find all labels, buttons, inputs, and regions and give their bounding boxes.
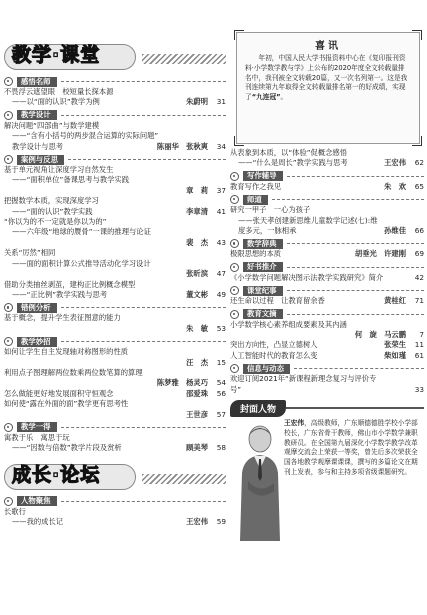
toc-entry[interactable] bbox=[4, 347, 226, 357]
section-dashed-rule bbox=[287, 290, 424, 291]
section-dashed-rule bbox=[287, 176, 424, 177]
entry-title: ——“正比例”教学实践与思考 bbox=[12, 289, 108, 299]
person-photo bbox=[230, 421, 288, 541]
frame-corner bbox=[412, 136, 422, 146]
banner-title bbox=[12, 460, 100, 487]
cover-person-bio-text: ，高级教师，广东顺德德胜学校小学部校长，广东省骨干教师，佛山市小学数学兼职教研员。在全国第九届深化小学数学教学改革观摩交流会上荣获一等奖，曾先后多次荣获全国各地教学观摩课课课，撰写的多篇论文在期刊上发表，参与和主持多项省级课题研究。 bbox=[284, 419, 418, 477]
section-dashed-rule bbox=[61, 501, 226, 502]
toc-entry[interactable] bbox=[230, 158, 424, 168]
entry-author: 朱 欢 bbox=[384, 181, 406, 191]
entry-title: 度多元，一脉相承 bbox=[238, 226, 297, 236]
section-dashed-rule bbox=[68, 159, 226, 160]
toc-entry[interactable] bbox=[230, 330, 424, 340]
entry-page: 59 bbox=[216, 517, 226, 527]
toc-entry[interactable] bbox=[4, 290, 226, 300]
entry-title: 借助分类抽丝剥茧，建构正比例概念模型 bbox=[4, 279, 136, 289]
toc-entry[interactable] bbox=[4, 399, 226, 409]
toc-entry[interactable] bbox=[4, 248, 226, 258]
section-header bbox=[230, 194, 424, 205]
entry-page: 66 bbox=[414, 226, 424, 236]
entry-page: 57 bbox=[216, 409, 226, 419]
entry-page: 61 bbox=[414, 350, 424, 360]
toc-entry[interactable] bbox=[4, 131, 226, 141]
toc-entry[interactable] bbox=[230, 374, 424, 384]
section-header bbox=[230, 285, 424, 296]
entry-author: 朱 敏 bbox=[186, 323, 208, 333]
news-text: 年初，中国人民大学书报资料中心在《复印报刊资料·小学数学教与学》上公布的2020年度全文转载量排名中，我刊被全文转载20篇，又一次名列第一。这是我刊连续第九年取得全文转载量排名第一的好成绩，实现了 bbox=[245, 54, 408, 102]
entry-page: 54 bbox=[216, 378, 226, 388]
toc-entry[interactable] bbox=[4, 389, 226, 399]
entry-title: 教学设计与思考 bbox=[12, 141, 64, 151]
entry-title: 教育写作之我见 bbox=[230, 181, 282, 191]
section-bullet-icon bbox=[230, 195, 239, 204]
toc-entry[interactable] bbox=[4, 217, 226, 227]
entry-page: 15 bbox=[216, 357, 226, 367]
entry-author: 李章清 bbox=[186, 206, 208, 216]
entry-title: 把握数学本质，实现深度学习 bbox=[4, 196, 99, 206]
entry-title: 基于单元视角让深度学习自然发生 bbox=[4, 165, 114, 175]
entry-author: 黄桂红 bbox=[384, 296, 406, 306]
section-header bbox=[230, 309, 424, 320]
toc-entry[interactable] bbox=[4, 196, 226, 206]
toc-entry[interactable] bbox=[230, 249, 424, 259]
section-dashed-rule bbox=[272, 199, 424, 200]
section-label: 好书推介 bbox=[243, 262, 283, 272]
toc-entry[interactable] bbox=[230, 340, 424, 350]
right-column bbox=[230, 0, 424, 615]
left-sections bbox=[4, 76, 226, 454]
entry-page: 31 bbox=[216, 97, 226, 107]
section-label: 人物聚焦 bbox=[17, 496, 57, 506]
header-rule bbox=[286, 407, 424, 409]
toc-entry[interactable] bbox=[4, 410, 226, 420]
section-header bbox=[4, 154, 226, 165]
section-bullet-icon bbox=[230, 310, 239, 319]
section-label: 教学设计 bbox=[17, 110, 57, 120]
toc-entry[interactable] bbox=[4, 269, 226, 279]
toc-entry[interactable] bbox=[4, 259, 226, 269]
entry-title: 研究一甲子 一心为孩子 bbox=[230, 205, 311, 215]
entry-page: 58 bbox=[216, 443, 226, 453]
news-body bbox=[237, 52, 419, 103]
entry-page: 47 bbox=[216, 269, 226, 279]
entry-page: 41 bbox=[216, 206, 226, 216]
section-label: 课堂纪事 bbox=[243, 286, 283, 296]
banner-stripes bbox=[142, 474, 226, 484]
left-sections-growth bbox=[4, 496, 226, 528]
entry-author: 张昕滨 bbox=[186, 269, 208, 279]
section-dashed-rule bbox=[61, 307, 226, 308]
entry-page: 43 bbox=[216, 237, 226, 247]
entry-author: 陈丽华 张秋爽 bbox=[156, 141, 208, 151]
entry-title: 解决问题“四部曲”与数学建模 bbox=[4, 120, 100, 130]
entry-page: 34 bbox=[216, 141, 226, 151]
news-text-end: 。 bbox=[280, 93, 288, 102]
entry-author: 章 莉 bbox=[186, 185, 208, 195]
entry-title: ——“含有小括号的两步混合运算的实际问题” bbox=[12, 131, 159, 141]
toc-entry[interactable] bbox=[230, 385, 424, 395]
section-label: 错例分析 bbox=[17, 303, 57, 313]
entry-page: 42 bbox=[414, 272, 424, 282]
banner-title-part2: 论坛 bbox=[60, 463, 101, 486]
entry-title: ——“因数与倍数”教学片段及赏析 bbox=[12, 443, 122, 453]
section-banner-growth bbox=[4, 460, 226, 494]
entry-title: ——面的面积计算公式推导活动化学习设计 bbox=[12, 258, 151, 268]
toc-entry[interactable] bbox=[230, 226, 424, 236]
entry-title: ——“什么是周长”教学实践与思考 bbox=[238, 158, 348, 168]
cover-person-name: 王宏伟 bbox=[284, 419, 305, 428]
entry-title: 人工智能时代的教育怎么变 bbox=[230, 350, 318, 360]
entry-title: 突出方向性，凸显立德树人 bbox=[230, 340, 318, 350]
section-dashed-rule bbox=[61, 427, 226, 428]
banner-title-part1: 教学 bbox=[12, 44, 53, 66]
section-label: 教育文摘 bbox=[243, 309, 283, 319]
entry-title: 不畏浮云遮望眼 校短量长探本源 bbox=[4, 87, 114, 96]
section-label: 师道 bbox=[243, 195, 268, 205]
entry-title: ——“面积单位”备课思考与教学实践 bbox=[12, 175, 130, 185]
toc-entry[interactable] bbox=[4, 121, 226, 131]
toc-entry[interactable] bbox=[4, 507, 226, 517]
section-bullet-icon bbox=[4, 111, 13, 120]
right-top-entries bbox=[230, 148, 424, 169]
entry-title: 长歌行 bbox=[4, 506, 26, 516]
entry-title: “你以为的不一定就是你以为的” bbox=[4, 217, 107, 227]
section-label: 案例与反思 bbox=[17, 155, 64, 165]
entry-author: 陈梦雅 杨灵巧 bbox=[156, 378, 208, 388]
toc-entry[interactable] bbox=[4, 142, 226, 152]
entry-title: ——张天孝创建新思维儿童数学记述(七):维 bbox=[238, 215, 378, 225]
entry-author: 王世彦 bbox=[186, 409, 208, 419]
cover-person-profile bbox=[230, 417, 424, 547]
toc-entry[interactable] bbox=[4, 433, 226, 443]
entry-title: 基于概念，提升学生表征图意的能力 bbox=[4, 313, 121, 323]
section-bullet-icon bbox=[230, 172, 239, 181]
toc-entry[interactable] bbox=[4, 175, 226, 185]
section-bullet-icon bbox=[230, 263, 239, 272]
toc-entry[interactable] bbox=[230, 216, 424, 226]
section-header bbox=[4, 496, 226, 507]
entry-author: 邵爱珠 bbox=[186, 388, 208, 398]
section-bullet-icon bbox=[4, 303, 13, 312]
toc-entry[interactable] bbox=[4, 358, 226, 368]
entry-title: 小学数学核心素养组成要素及其内涵 bbox=[230, 319, 347, 329]
section-header bbox=[4, 110, 226, 121]
section-header bbox=[230, 171, 424, 182]
entry-title: 欢迎订阅2021年“新课程新理念复习与评价专 bbox=[230, 374, 377, 384]
banner-title-part2: 课堂 bbox=[60, 44, 101, 66]
toc-entry[interactable] bbox=[4, 368, 226, 378]
entry-author: 张荣生 bbox=[384, 340, 406, 350]
entry-title: ——以“面的认识”教学为例 bbox=[12, 97, 100, 107]
section-header bbox=[4, 336, 226, 347]
entry-page: 7 bbox=[419, 330, 424, 340]
section-bullet-icon bbox=[230, 286, 239, 295]
entry-author: 柴如瑾 bbox=[384, 350, 406, 360]
banner-stripes bbox=[142, 54, 226, 64]
toc-entry[interactable] bbox=[4, 186, 226, 196]
entry-author: 汪 杰 bbox=[186, 357, 208, 367]
entry-page: 71 bbox=[414, 296, 424, 306]
entry-page: 37 bbox=[216, 185, 226, 195]
entry-author: 王宏伟 bbox=[186, 517, 208, 527]
banner-title bbox=[12, 40, 100, 67]
section-header bbox=[4, 76, 226, 87]
section-label: 教学妙招 bbox=[17, 337, 57, 347]
toc-entry[interactable] bbox=[4, 87, 226, 97]
frame-corner bbox=[234, 136, 244, 146]
section-bullet-icon bbox=[4, 77, 13, 86]
cover-person-bio bbox=[284, 419, 420, 478]
section-dashed-rule bbox=[287, 314, 424, 315]
section-header bbox=[230, 262, 424, 273]
entry-title: 如何使“露在外面的面”教学更有思考性 bbox=[4, 399, 129, 409]
entry-title: 关系“厉然”相同 bbox=[4, 248, 56, 258]
banner-title-part1: 成长 bbox=[12, 463, 53, 486]
entry-author: 胡垂光 许建刚 bbox=[354, 249, 406, 259]
entry-title: 极限思想的本质 bbox=[230, 249, 282, 259]
toc-entry[interactable] bbox=[4, 324, 226, 334]
toc-entry[interactable] bbox=[230, 320, 424, 330]
section-header bbox=[230, 363, 424, 374]
toc-entry[interactable] bbox=[4, 443, 226, 453]
right-sections bbox=[230, 171, 424, 395]
section-bullet-icon bbox=[4, 423, 13, 432]
toc-entry[interactable] bbox=[4, 517, 226, 527]
section-label: 写作辅导 bbox=[243, 171, 283, 181]
section-label: 数学辞典 bbox=[243, 239, 283, 249]
section-header bbox=[230, 238, 424, 249]
toc-entry[interactable] bbox=[4, 97, 226, 107]
section-bullet-icon bbox=[4, 155, 13, 164]
section-header bbox=[4, 302, 226, 313]
toc-entry[interactable] bbox=[4, 280, 226, 290]
banner-title-dot: · bbox=[52, 463, 61, 486]
entry-title: 还生命以过程 让教育留余香 bbox=[230, 296, 325, 306]
entry-page: 33 bbox=[414, 384, 424, 394]
frame-corner bbox=[412, 30, 422, 40]
section-label: 信息与动态 bbox=[243, 364, 290, 374]
entry-title: ——“面的认识”教学实践 bbox=[12, 206, 93, 216]
news-title: 喜讯 bbox=[315, 41, 341, 52]
section-dashed-rule bbox=[287, 243, 424, 244]
toc-entry[interactable] bbox=[230, 205, 424, 215]
toc-entry[interactable] bbox=[4, 378, 226, 388]
entry-title: 怎么做能更好地发展面积守恒观念 bbox=[4, 388, 114, 398]
entry-page: 69 bbox=[414, 249, 424, 259]
section-dashed-rule bbox=[287, 267, 424, 268]
section-dashed-rule bbox=[61, 115, 226, 116]
cover-person-tag: 封面人物 bbox=[230, 400, 286, 417]
entry-page: 53 bbox=[216, 323, 226, 333]
entry-title: 《小学数学问题解决图示法教学实践研究》简介 bbox=[230, 272, 384, 282]
toc-entry[interactable] bbox=[230, 351, 424, 361]
section-label: 教学一得 bbox=[17, 422, 57, 432]
entry-author: 何 旋 马云鹏 bbox=[354, 330, 406, 340]
section-dashed-rule bbox=[294, 368, 424, 369]
section-header bbox=[4, 422, 226, 433]
entry-title: 从表象到本质，以“体验”促概念感悟 bbox=[230, 148, 348, 157]
section-bullet-icon bbox=[4, 337, 13, 346]
news-box bbox=[236, 32, 420, 144]
entry-title: 利用点子图理解两位数乘两位数笔算的算理 bbox=[4, 367, 143, 377]
toc-entry[interactable] bbox=[4, 238, 226, 248]
toc-entry[interactable] bbox=[230, 182, 424, 192]
section-bullet-icon bbox=[230, 239, 239, 248]
entry-author: 董文彬 bbox=[186, 289, 208, 299]
toc-entry[interactable] bbox=[4, 313, 226, 323]
toc-entry[interactable] bbox=[230, 273, 424, 283]
toc-entry[interactable] bbox=[4, 165, 226, 175]
toc-entry[interactable] bbox=[230, 296, 424, 306]
frame-corner bbox=[234, 30, 244, 40]
entry-page: 65 bbox=[414, 181, 424, 191]
section-dashed-rule bbox=[61, 341, 226, 342]
toc-entry[interactable] bbox=[4, 227, 226, 237]
entry-title: ——六年级“地球的赝骨”一课的推理与论证 bbox=[12, 227, 151, 237]
entry-title: 号” bbox=[230, 384, 242, 394]
news-highlight: “九连冠” bbox=[251, 93, 281, 102]
section-dashed-rule bbox=[61, 81, 226, 82]
toc-entry[interactable] bbox=[4, 207, 226, 217]
entry-author: 孙维佳 bbox=[384, 226, 406, 236]
entry-title: 如何让学生自主发现轴对称图形的性质 bbox=[4, 347, 129, 357]
entry-page: 62 bbox=[414, 158, 424, 168]
cover-person-header bbox=[230, 399, 424, 417]
section-bullet-icon bbox=[230, 364, 239, 373]
banner-title-dot: · bbox=[52, 44, 61, 66]
toc-entry[interactable] bbox=[230, 148, 424, 158]
entry-title: ——我的成长记 bbox=[12, 517, 64, 527]
entry-author: 朱蔚明 bbox=[186, 97, 208, 107]
section-bullet-icon bbox=[4, 497, 13, 506]
entry-page: 56 bbox=[216, 388, 226, 398]
entry-author: 顾美琴 bbox=[186, 443, 208, 453]
section-label: 感悟名师 bbox=[17, 77, 57, 87]
left-column bbox=[4, 0, 226, 615]
section-banner-teaching bbox=[4, 40, 226, 74]
entry-author: 裴 杰 bbox=[186, 237, 208, 247]
entry-title: 寓教于乐 寓思于玩 bbox=[4, 432, 70, 442]
entry-page: 11 bbox=[414, 340, 424, 350]
entry-author: 王宏伟 bbox=[384, 158, 406, 168]
entry-page: 49 bbox=[216, 289, 226, 299]
